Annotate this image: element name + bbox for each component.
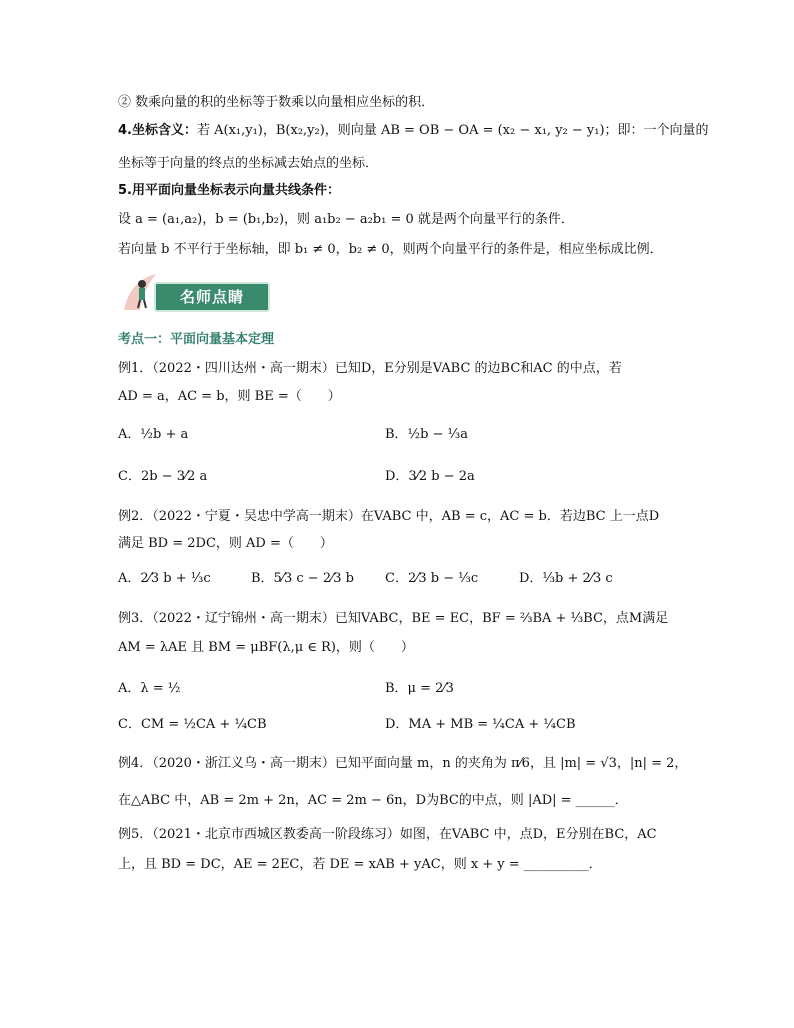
ex2-option-c: C．2⁄3 b − ⅓c xyxy=(385,571,479,586)
text-line-1: ② 数乘向量的积的坐标等于数乘以向量相应坐标的积． xyxy=(118,95,435,110)
ex2-option-d: D．⅓b + 2⁄3 c xyxy=(519,571,613,586)
ex3-option-c: C．CM = ½CA + ¼CB xyxy=(118,717,267,732)
ex1-option-c: C．2b − 3⁄2 a xyxy=(118,469,208,484)
ex2-question-line2: 满足 BD = 2DC，则 AD =（ ） xyxy=(118,536,333,551)
ex3-option-b: B．μ = 2⁄3 xyxy=(385,681,454,696)
ex3-option-d: D．MA + MB = ¼CA + ¼CB xyxy=(385,717,576,732)
ex2-option-b: B．5⁄3 c − 2⁄3 b xyxy=(251,571,355,586)
ex3-question-line2: AM = λAE 且 BM = μBF(λ,μ ∈ R)，则（ ） xyxy=(118,640,414,655)
ex1-option-a: A．½b + a xyxy=(118,427,189,442)
ex3-question-line1: 例3．（2022・辽宁锦州・高一期末）已知VABC，BE = EC，BF = ⅔BA + ⅓BC，点M满足 xyxy=(118,611,669,626)
ex1-option-b: B．½b − ⅓a xyxy=(385,427,468,442)
ex2-option-a: A．2⁄3 b + ⅓c xyxy=(118,571,211,586)
ex3-option-a: A．λ = ½ xyxy=(118,681,181,696)
teacher-tips-banner xyxy=(118,270,268,312)
ex1-option-d: D．3⁄2 b − 2a xyxy=(385,469,475,484)
ex1-question-line1: 例1．（2022・四川达州・高一期末）已知D，E分别是VABC 的边BC和AC 的中点，若 xyxy=(118,361,622,376)
banner-title: 名师点睛 xyxy=(179,288,244,306)
ex4-question-line2: 在△ABC 中，AB = 2m + 2n，AC = 2m − 6n，D为BC的中点，则 |AD| = ______． xyxy=(118,793,628,808)
ex5-question-line2: 上，且 BD = DC，AE = 2EC，若 DE = xAB + yAC，则 x + y = __________． xyxy=(118,857,602,872)
text-line-2-body: 若 A(x₁,y₁)，B(x₂,y₂)，则向量 AB = OB − OA = (x₂ − x₁, y₂ − y₁)；即：一个向量的 xyxy=(196,123,709,138)
ex1-question-line2: AD = a，AC = b，则 BE =（ ） xyxy=(118,389,341,404)
text-line-3: 坐标等于向量的终点的坐标减去始点的坐标． xyxy=(118,156,379,171)
ex5-question-line1: 例5．（2021・北京市西城区教委高一阶段练习）如图，在VABC 中，点D，E分别在BC，AC xyxy=(118,827,657,842)
ex2-question-line1: 例2．（2022・宁夏・吴忠中学高一期末）在VABC 中，AB = c，AC = b．若边BC 上一点D xyxy=(118,509,660,524)
text-line-2 xyxy=(118,122,709,140)
text-line-5: 设 a = (a₁,a₂)，b = (b₁,b₂)，则 a₁b₂ − a₂b₁ = 0 就是两个向量平行的条件． xyxy=(118,212,574,227)
heading-collinear-condition: 5.用平面向量坐标表示向量共线条件： xyxy=(118,183,340,198)
text-line-6: 若向量 b 不平行于坐标轴，即 b₁ ≠ 0，b₂ ≠ 0，则两个向量平行的条件是，相应坐标成比例． xyxy=(118,242,663,257)
banner-label-box xyxy=(154,282,270,312)
ex4-question-line1: 例4．（2020・浙江义乌・高一期末）已知平面向量 m，n 的夹角为 π⁄6，且 |m| = √3，|n| = 2， xyxy=(118,756,688,771)
heading-coordinate-meaning: 4.坐标含义： xyxy=(118,123,197,138)
section-title: 考点一：平面向量基本定理 xyxy=(118,332,275,347)
